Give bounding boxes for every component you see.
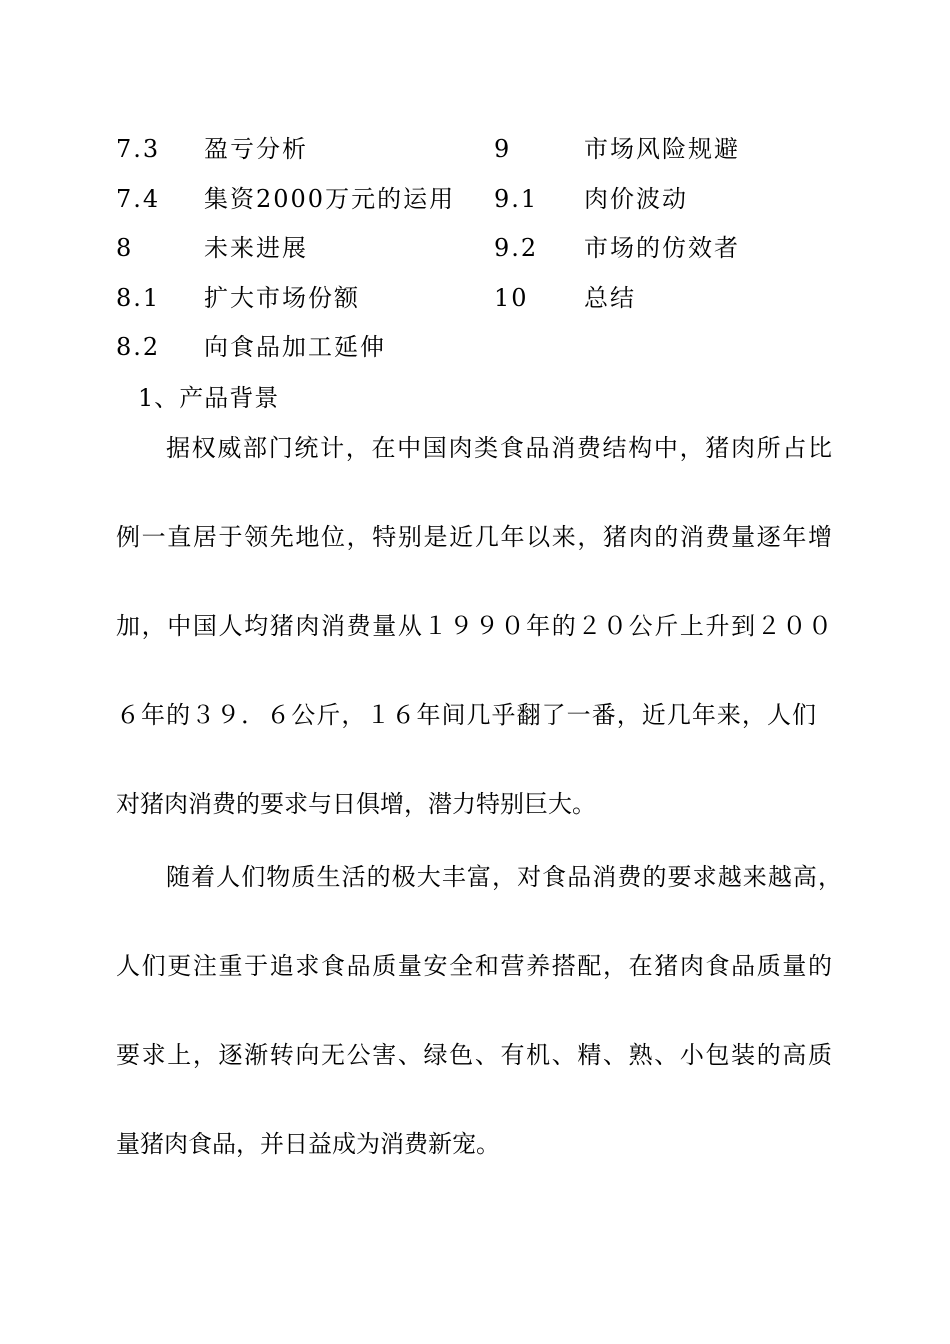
toc-row [116, 178, 856, 228]
toc-title: 向食品加工延伸 [204, 333, 386, 361]
toc-number: 9.2 [494, 234, 539, 262]
paragraph-line: 人们更注重于追求食品质量安全和营养搭配，在猪肉食品质量的 [116, 952, 832, 980]
toc-number: 8.2 [116, 333, 161, 361]
toc-number: 9.1 [494, 184, 539, 213]
paragraph-line: ６年的３９．６公斤，１６年间几乎翻了一番，近几年来，人们 [116, 701, 816, 729]
toc-number: 8.1 [116, 283, 161, 312]
toc-number: 9 [494, 135, 512, 163]
toc-title: 扩大市场份额 [204, 283, 360, 312]
paragraph-line: 量猪肉食品，并日益成为消费新宠。 [116, 1130, 500, 1158]
paragraph-line: 据权威部门统计，在中国肉类食品消费结构中，猪肉所占比 [166, 434, 832, 462]
toc-title: 集资2000万元的运用 [204, 184, 456, 213]
paragraph-line: 随着人们物质生活的极大丰富，对食品消费的要求越来越高， [166, 863, 842, 891]
paragraph-line: 对猪肉消费的要求与日俱增，潜力特别巨大。 [116, 790, 596, 818]
toc-title: 市场风险规避 [584, 135, 740, 163]
toc-number: 7.4 [116, 184, 161, 213]
table-of-contents [116, 128, 856, 376]
toc-row [116, 277, 856, 327]
paragraph-line: 加，中国人均猪肉消费量从１９９０年的２０公斤上升到２００ [116, 612, 832, 640]
toc-title: 肉价波动 [584, 184, 688, 213]
toc-number: 10 [494, 283, 529, 312]
toc-number: 7.3 [116, 135, 161, 163]
toc-title: 市场的仿效者 [584, 234, 740, 262]
toc-title: 未来进展 [204, 234, 308, 262]
paragraph-line: 例一直居于领先地位，特别是近几年以来，猪肉的消费量逐年增 [116, 523, 832, 551]
paragraph-line: 要求上，逐渐转向无公害、绿色、有机、精、熟、小包装的高质 [116, 1041, 832, 1069]
toc-row [116, 227, 856, 277]
toc-row [116, 128, 856, 178]
toc-title: 盈亏分析 [204, 135, 308, 163]
toc-row [116, 326, 856, 376]
toc-title: 总结 [584, 283, 636, 312]
section-heading: 1、产品背景 [138, 384, 280, 412]
toc-number: 8 [116, 234, 134, 262]
